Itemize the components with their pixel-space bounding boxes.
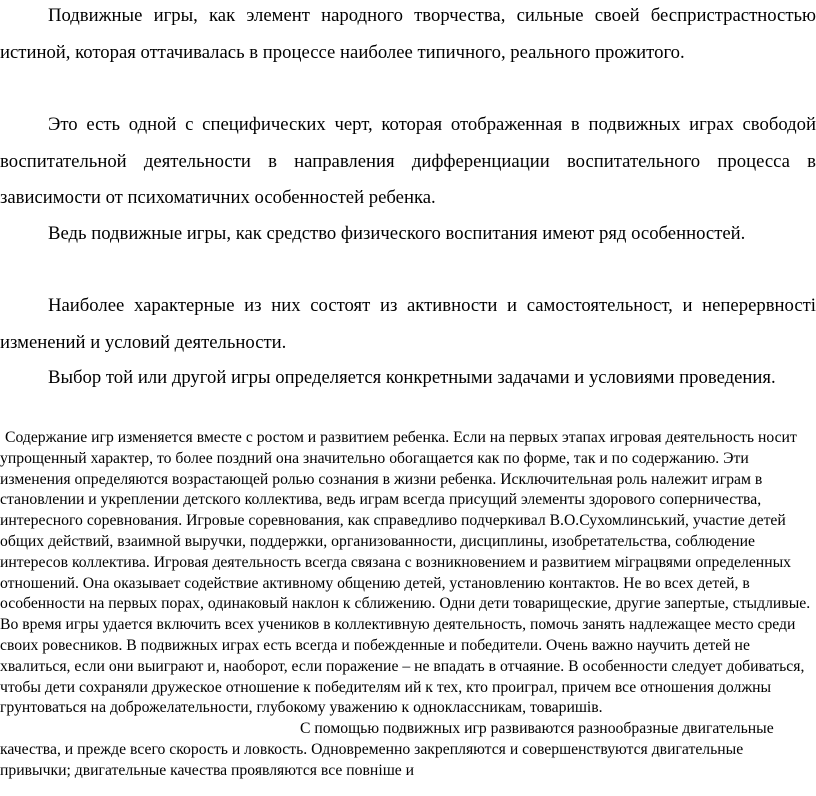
small-text-part-2: С помощью подвижных игр развиваются разнообразные двигательные качества, и прежде всего скорость и ловкость. Одновременно закрепляются и совершенствуются двигательные привычки; двигательные качества проявляются все повніше и <box>0 720 774 779</box>
small-text-part-1: Содержание игр изменяется вместе с ростом и развитием ребенка. Если на первых этапах игровая деятельность носит упрощенный характер, то более поздний она значительно обогащается как по форме, так и по содержанию. Эти изменения определяются возрастающей ролью сознания в жизни ребенка. Исключительная роль належит играм в становлении и укреплении детского коллектива, ведь играм всегда присущий элементы здорового соперничества, интересного соревнования. Игровые соревнования, как справедливо подчеркивал В.О.Сухомлинський, участие детей общих действий, взаимной выручки, поддержки, организованности, дисциплины, изобретательства, соблюдение интересов коллектива. Игровая деятельность всегда связана с возникновением и развитием міграцвями определенных отношений. Она оказывает содействие активному общению детей, установлению контактов. Не во всех детей, в особенности на первых порах, одинаковый наклон к сближению. Одни дети товарищеские, другие запертые, стыдливые. Во время игры удается включить всех учеников в коллективную деятельность, помочь занять надлежащее место среди своих ровесников. В подвижных играх есть всегда и побежденные и победители. Очень важно научить детей не хвалиться, если они выиграют и, наоборот, если поражение – не впадать в отчаяние. В особенности следует добиваться, чтобы дети сохраняли дружеское отношение к победителям ий к тех, кто проиграл, причем все отношения должны грунтоваться на доброжелательности, глубокому уважению к одноклассникам, товаришів. <box>0 429 811 717</box>
paragraph-1: Подвижные игры, как элемент народного творчества, сильные своей беспристрастностью истиной, которая оттачивалась в процессе наиболее типичного, реального прожитого. <box>0 5 816 63</box>
small-text-block <box>0 428 816 782</box>
paragraph-5: Выбор той или другой игры определяется конкретными задачами и условиями проведения. <box>48 367 776 388</box>
paragraph-4: Наиболее характерные из них состоят из активности и самостоятельност, и неперервності изменений и условий деятельности. <box>0 295 816 353</box>
paragraph-3: Ведь подвижные игры, как средство физического воспитания имеют ряд особенностей. <box>48 223 746 244</box>
paragraph-2: Это есть одной с специфических черт, которая отображенная в подвижных играх свободой воспитательной деятельности в направления дифференциации воспитательного процесса в зависимости от психоматичних особенностей ребенка. <box>0 114 816 208</box>
